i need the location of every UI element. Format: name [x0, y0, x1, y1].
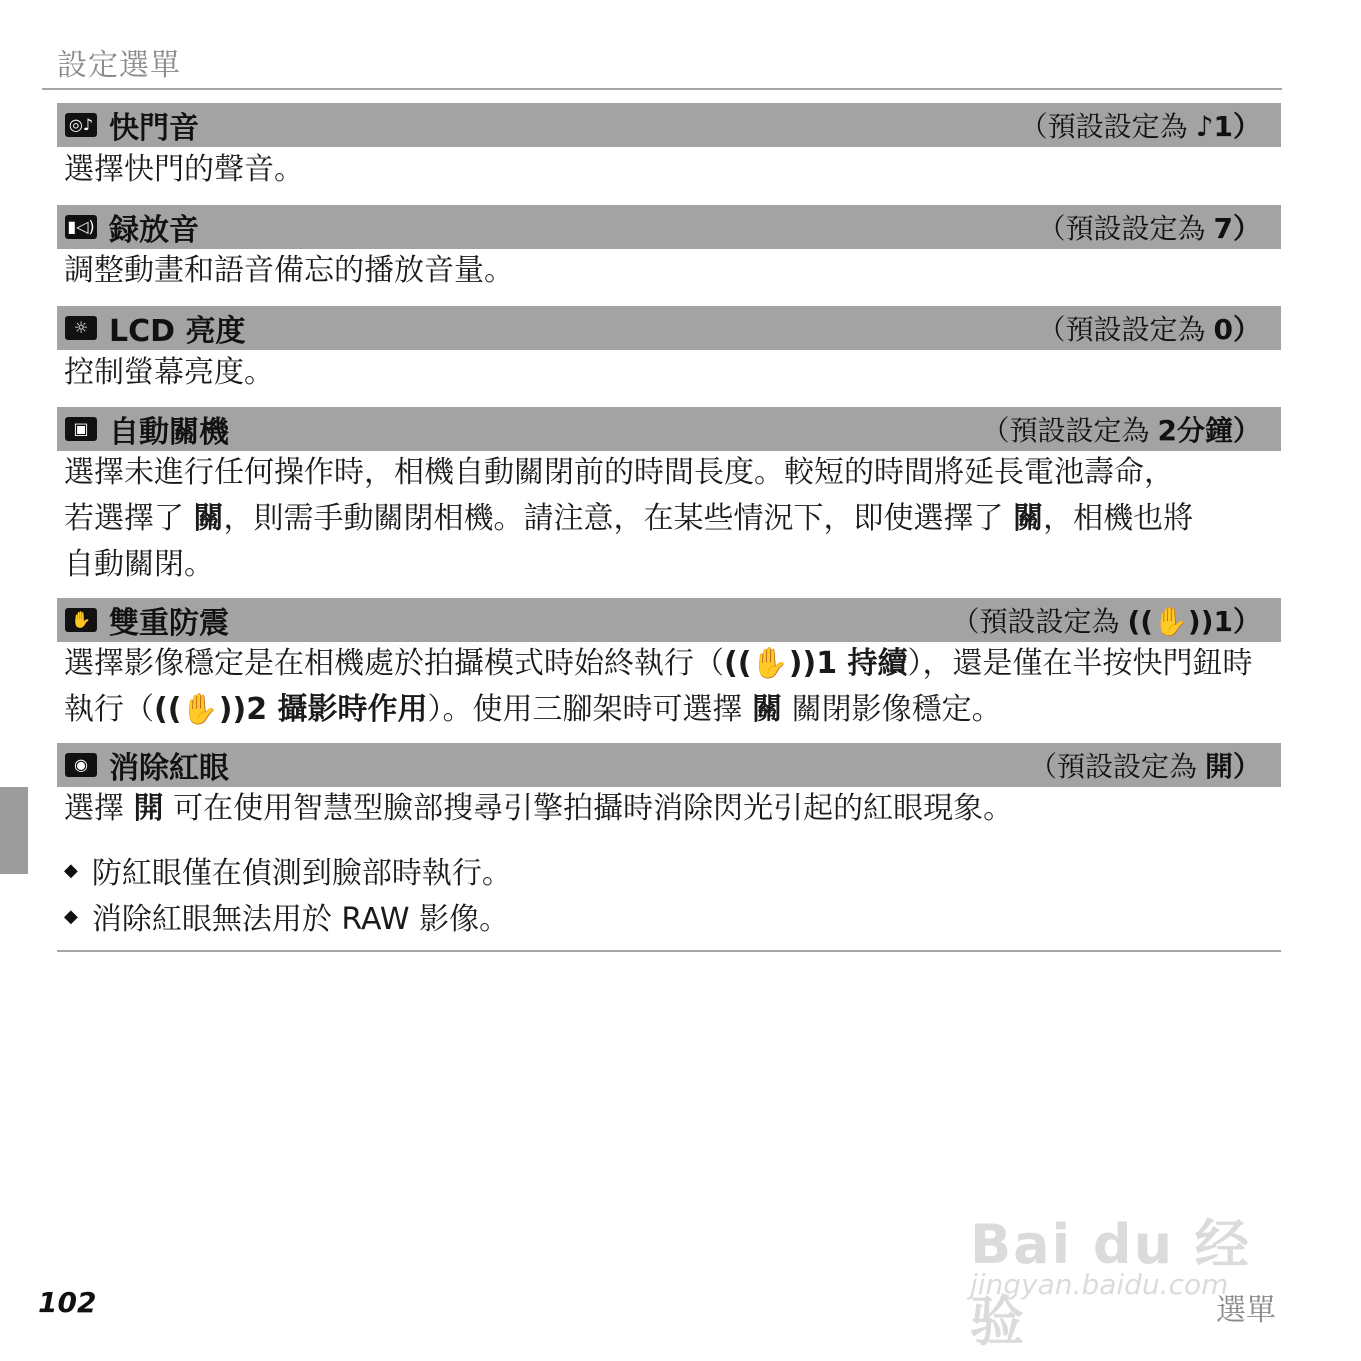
- section-body: 選擇 開 可在使用智慧型臉部搜尋引擎拍攝時消除閃光引起的紅眼現象。: [64, 791, 1014, 826]
- header-divider: [42, 88, 1282, 90]
- body-line: 自動關閉。: [64, 547, 214, 582]
- section-body: 調整動畫和語音備忘的播放音量。: [64, 253, 514, 288]
- bottom-divider: [57, 950, 1281, 952]
- section-bar-dual-is: [57, 598, 1281, 642]
- section-bar-shutter-sound: [57, 103, 1281, 147]
- section-bar-red-eye-removal: [57, 743, 1281, 787]
- speaker-shutter-icon: ◎♪: [65, 113, 97, 137]
- body-line: 若選擇了 關，則需手動關閉相機。請注意，在某些情況下，即使選擇了 關，相機也將: [64, 501, 1194, 536]
- body-line: 選擇影像穩定是在相機處於拍攝模式時始終執行（((✋))1 持續），還是僅在半按快門鈕時: [64, 646, 1253, 681]
- page-header-title: 設定選單: [57, 48, 181, 83]
- chapter-side-tab: [0, 787, 28, 874]
- section-body: [64, 450, 1279, 588]
- body-line: 選擇未進行任何操作時，相機自動關閉前的時間長度。較短的時間將延長電池壽命，: [64, 455, 1174, 490]
- section-bar-auto-power-off: [57, 407, 1281, 451]
- section-bar-lcd-brightness: [57, 306, 1281, 350]
- default-setting: （預設設定為 開）: [1028, 750, 1261, 783]
- brightness-icon: ☼: [65, 316, 97, 340]
- section-body: 選擇快門的聲音。: [64, 152, 304, 187]
- note-item: ◆ 防紅眼僅在偵測到臉部時執行。: [64, 856, 512, 891]
- note-tag-icon: ◆: [64, 905, 78, 927]
- section-title: 自動關機: [109, 415, 229, 450]
- stabilizer-icon: ✋: [65, 608, 97, 632]
- default-setting: （預設設定為 ♪1）: [1019, 110, 1261, 143]
- speaker-playback-icon: ▮◁): [65, 215, 97, 239]
- section-title: 録放音: [109, 213, 199, 248]
- section-title: 雙重防震: [109, 606, 229, 641]
- watermark-brand: Bai du 经验: [970, 1213, 1251, 1353]
- eye-icon: ◉: [65, 753, 97, 777]
- camera-off-icon: ▣: [65, 417, 97, 441]
- section-body: [64, 641, 1279, 733]
- default-setting: （預設設定為 2分鐘）: [981, 414, 1261, 447]
- section-title: LCD 亮度: [109, 314, 246, 349]
- default-setting: （預設設定為 0）: [1037, 313, 1261, 346]
- note-item: ◆ 消除紅眼無法用於 RAW 影像。: [64, 902, 510, 937]
- body-line: 執行（((✋))2 攝影時作用）。使用三腳架時可選擇 關 關閉影像穩定。: [64, 692, 1002, 727]
- note-tag-icon: ◆: [64, 859, 78, 881]
- section-title: 快門音: [109, 111, 199, 146]
- page-number: 102: [38, 1286, 97, 1319]
- section-bar-playback-volume: [57, 205, 1281, 249]
- section-body: 控制螢幕亮度。: [64, 355, 274, 390]
- watermark-url: jingyan.baidu.com: [970, 1268, 1229, 1301]
- section-title: 消除紅眼: [109, 751, 229, 786]
- default-setting: （預設設定為 7）: [1037, 212, 1261, 245]
- footer-chapter-label: 選單: [1216, 1293, 1276, 1328]
- default-setting: （預設設定為 ((✋))1）: [951, 605, 1261, 638]
